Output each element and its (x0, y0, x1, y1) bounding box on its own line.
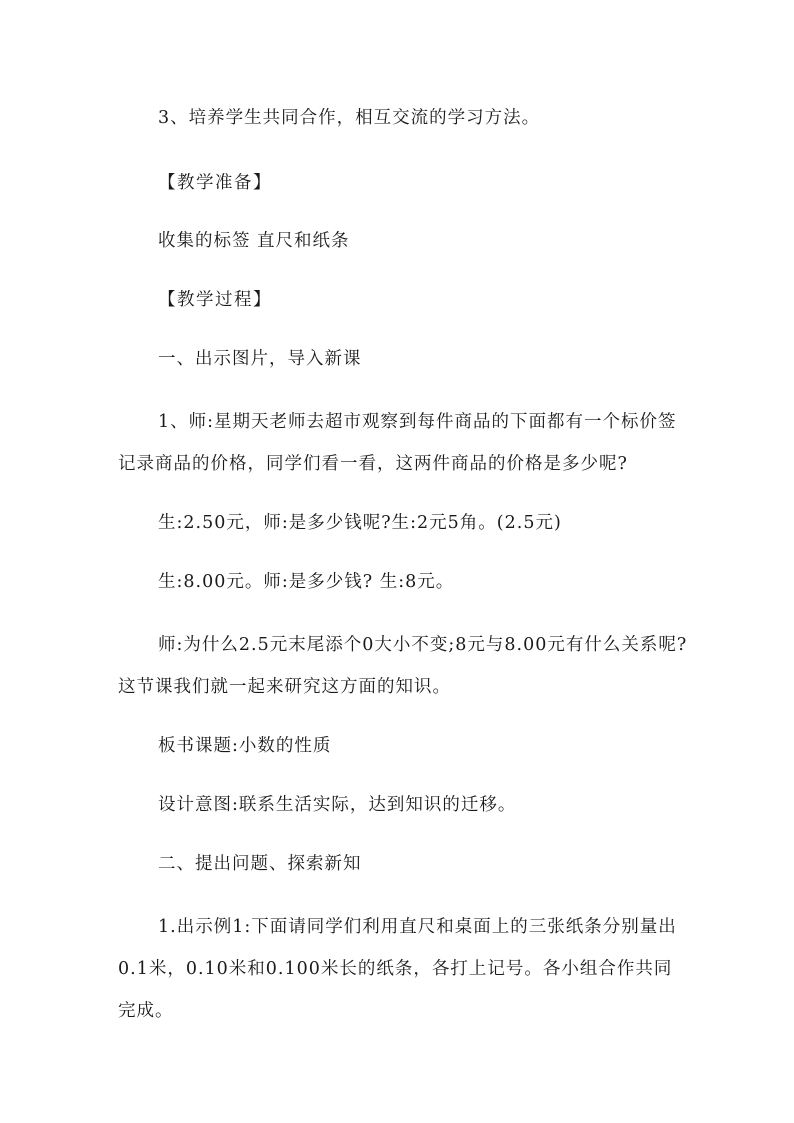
preparation-materials: 收集的标签 直尺和纸条 (158, 231, 350, 251)
step-heading-1: 一、出示图片，导入新课 (158, 349, 362, 369)
example-1-paragraph: 1.出示例1:下面请同学们利用直尺和桌面上的三张纸条分别量出0.1米，0.10米和0.100米长的纸条，各打上记号。各小组合作共同完成。 (118, 917, 677, 1021)
student-answer-1: 生:2.50元，师:是多少钱呢?生:2元5角。(2.5元) (158, 513, 562, 533)
step-heading-2: 二、提出问题、探索新知 (158, 854, 362, 874)
section-heading-process: 【教学过程】 (158, 290, 272, 310)
student-answer-2: 生:8.00元。师:是多少钱? 生:8元。 (158, 572, 455, 592)
lesson-title-note: 板书课题:小数的性质 (158, 736, 332, 756)
design-intent-note: 设计意图:联系生活实际，达到知识的迁移。 (158, 795, 517, 815)
section-heading-preparation: 【教学准备】 (158, 173, 272, 193)
teacher-question-paragraph: 师:为什么2.5元末尾添个0大小不变;8元与8.00元有什么关系呢?这节课我们就一起来研究这方面的知识。 (118, 635, 688, 697)
goal-item-3: 3、培养学生共同合作，相互交流的学习方法。 (158, 108, 541, 128)
teacher-intro-paragraph: 1、师:星期天老师去超市观察到每件商品的下面都有一个标价签记录商品的价格，同学们看一看，这两件商品的价格是多少呢? (118, 412, 677, 474)
